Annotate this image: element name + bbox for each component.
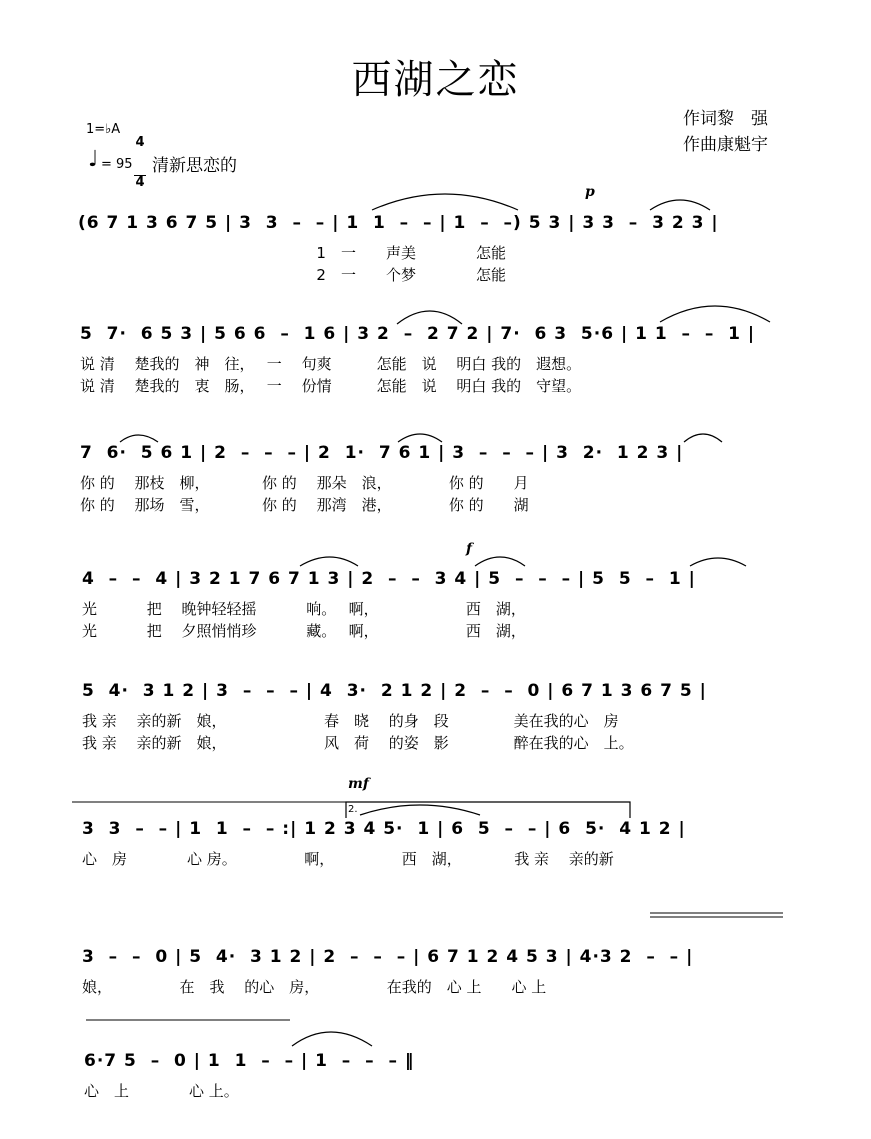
system-8-notes: 6·7 5 – 0 | 1 1 – – | 1 – – – ‖ [84, 1051, 415, 1071]
system-4-verse-2: 光 把 夕照悄悄珍 藏。 啊， 西 湖， [82, 622, 526, 640]
system-1-verse-2: 2 一 个梦 怎能 [78, 266, 506, 284]
quarter-note-icon: ♩ [88, 147, 99, 172]
tempo-value: = 95 [101, 157, 133, 172]
system-5-verse-1: 我 亲 亲的新 娘， 春 晓 的身 段 美在我的心 房 [82, 712, 619, 730]
system-6-verse-1: 心 房 心 房。 啊， 西 湖， 我 亲 亲的新 [82, 850, 614, 868]
slur [475, 557, 525, 566]
system-3-verse-2: 你 的 那场 雪， 你 的 那湾 港， 你 的 湖 [80, 496, 529, 514]
slur [690, 558, 746, 566]
system-6-notes: 3 3 – – | 1 1 – – :| 1 2 3 4 5· 1 | 6 5 – – | 6 5· 4 1 2 | [82, 819, 686, 839]
slur [372, 194, 518, 210]
key-signature: 1=♭A [86, 122, 121, 137]
dynamic-f: f [466, 541, 473, 557]
time-bottom: 4 [135, 175, 145, 190]
slur [360, 805, 480, 815]
dynamic-mf: mf [348, 776, 369, 792]
system-8-verse-1: 心 上 心 上。 [84, 1082, 239, 1100]
system-7-notes: 3 – – 0 | 5 4· 3 1 2 | 2 – – – | 6 7 1 2 4 5 3 | 4·3 2 – – | [82, 947, 694, 967]
system-2-notes: 5 7· 6 5 3 | 5 6 6 – 1 6 | 3 2 – 2 7 2 | 7· 6 3 5·6 | 1 1 – – 1 | [80, 324, 756, 344]
system-5-verse-2: 我 亲 亲的新 娘， 风 荷 的姿 影 醉在我的心 上。 [82, 734, 634, 752]
slur [398, 434, 442, 442]
volta-label: 2. [348, 804, 358, 815]
system-4-verse-1: 光 把 晚钟轻轻摇 响。 啊， 西 湖， [82, 600, 526, 618]
system-2-verse-2: 说 清 楚我的 衷 肠， 一 份情 怎能 说 明白 我的 守望。 [80, 377, 582, 395]
system-3-notes: 7 6· 5 6 1 | 2 – – – | 2 1· 7 6 1 | 3 – – – | 3 2· 1 2 3 | [80, 443, 684, 463]
slur [300, 557, 358, 566]
system-3-verse-1: 你 的 那枝 柳， 你 的 那朵 浪， 你 的 月 [80, 474, 529, 492]
system-1-verse-1: 1 一 声美 怎能 [78, 244, 506, 262]
system-7-verse-1: 娘， 在 我 的心 房， 在我的 心 上 心 上 [82, 978, 547, 996]
slur [292, 1032, 372, 1046]
lyricist-credit: 作词黎 强 [683, 109, 768, 129]
composer-credit: 作曲康魁宇 [683, 135, 768, 155]
system-4-notes: 4 – – 4 | 3 2 1 7 6 7 1 3 | 2 – – 3 4 | 5 – – – | 5 5 – 1 | [82, 569, 696, 589]
slur [397, 311, 462, 324]
slur [684, 434, 722, 442]
system-2-verse-1: 说 清 楚我的 神 往， 一 句爽 怎能 说 明白 我的 遐想。 [80, 355, 582, 373]
expression-text: 清新思恋的 [152, 156, 237, 176]
slur [120, 435, 158, 442]
song-title: 西湖之恋 [351, 57, 520, 103]
system-1-notes: (6 7 1 3 6 7 5 | 3 3 – – | 1 1 – – | 1 – –) 5 3 | 3 3 – 3 2 3 | [78, 213, 719, 233]
system-5-notes: 5 4· 3 1 2 | 3 – – – | 4 3· 2 1 2 | 2 – – 0 | 6 7 1 3 6 7 5 | [82, 681, 707, 701]
volta-bracket [346, 802, 630, 818]
slur [650, 200, 710, 210]
slur [660, 306, 770, 322]
time-top: 4 [135, 135, 145, 150]
dynamic-p: p [585, 184, 595, 200]
